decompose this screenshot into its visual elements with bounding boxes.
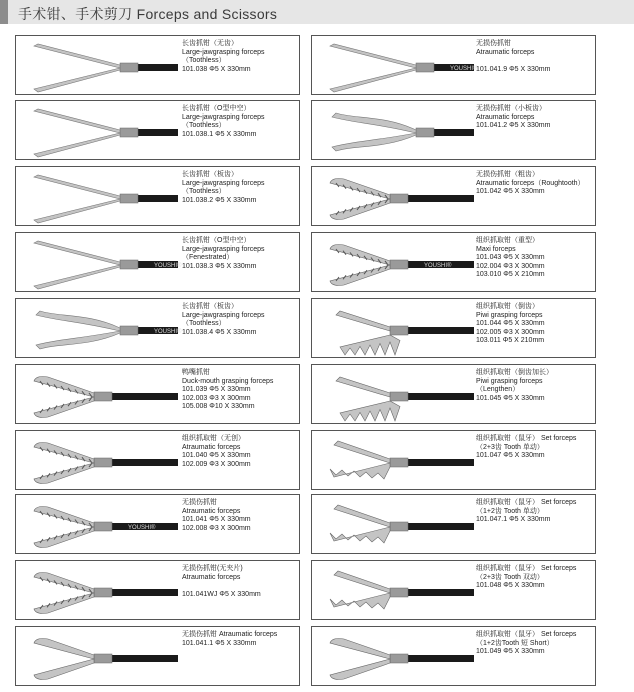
instrument-shaft bbox=[110, 655, 178, 662]
lower-jaw bbox=[340, 335, 400, 355]
product-card-right-8 bbox=[311, 494, 596, 554]
instrument-collar bbox=[390, 260, 408, 269]
product-text-line: （Lengthen） bbox=[476, 386, 520, 394]
brand-mark: YOUSHI® bbox=[128, 525, 156, 531]
product-description bbox=[476, 171, 585, 197]
forceps-illustration bbox=[314, 629, 474, 685]
product-text-line: Large-jawgrasping forceps bbox=[182, 179, 265, 187]
product-text-line: 101.038.2 Φ5 X 330mm bbox=[182, 196, 257, 204]
upper-jaw bbox=[34, 573, 94, 594]
product-text-line: Atraumatic forceps（Roughtooth） bbox=[476, 179, 585, 187]
product-text-line: 组织抓取钳（鼠牙） Set forceps bbox=[476, 499, 577, 506]
lower-jaw bbox=[330, 659, 390, 680]
product-text-line: （1+2齿 Tooth 单动） bbox=[476, 507, 544, 515]
product-text-line: （2+3齿 Tooth 单动） bbox=[476, 443, 544, 451]
product-text-line: 101.045 Φ5 X 330mm bbox=[476, 394, 545, 402]
product-text-line: 105.008 Φ10 X 330mm bbox=[182, 403, 255, 411]
product-text-line: 102.008 Φ3 X 300mm bbox=[182, 524, 251, 532]
forceps-illustration bbox=[314, 367, 474, 423]
product-card-right-5 bbox=[311, 298, 596, 358]
forceps-illustration bbox=[18, 629, 178, 685]
product-text-line: 组织抓取钳（倒齿） bbox=[476, 303, 539, 310]
upper-jaw bbox=[334, 441, 390, 463]
product-card-right-2 bbox=[311, 100, 596, 160]
product-text-line: Maxi forceps bbox=[476, 245, 516, 253]
lower-jaw bbox=[34, 265, 120, 289]
upper-jaw bbox=[34, 175, 120, 199]
forceps-illustration bbox=[314, 103, 474, 159]
product-text-line: Piwi grasping forceps bbox=[476, 311, 543, 319]
upper-jaw bbox=[330, 639, 390, 660]
product-card-right-4 bbox=[311, 232, 596, 292]
lower-jaw bbox=[332, 133, 416, 151]
product-card-left-9 bbox=[15, 560, 300, 620]
product-text-line: （Toothless） bbox=[182, 122, 226, 130]
instrument-collar bbox=[120, 63, 138, 72]
product-text-line: （Toothless） bbox=[182, 188, 226, 196]
instrument-shaft bbox=[406, 195, 474, 202]
product-description bbox=[182, 171, 265, 205]
instrument-shaft bbox=[136, 129, 178, 136]
product-description bbox=[182, 369, 273, 412]
product-text-line: 101.041.2 Φ5 X 330mm bbox=[476, 122, 551, 130]
product-text-line: 长齿抓钳（O型中空） bbox=[182, 105, 251, 112]
upper-jaw bbox=[34, 377, 94, 398]
product-text-line: 组织抓取钳（无创） bbox=[182, 435, 245, 442]
product-card-right-6 bbox=[311, 364, 596, 424]
upper-jaw bbox=[34, 109, 120, 133]
upper-jaw bbox=[336, 377, 390, 397]
instrument-shaft bbox=[110, 459, 178, 466]
product-text-line: 组织抓取钳（鼠牙） Set forceps bbox=[476, 435, 577, 442]
upper-jaw bbox=[34, 44, 120, 68]
product-text-line: 组织抓取钳（鼠牙） Set forceps bbox=[476, 631, 577, 638]
product-text-line: 102.003 Φ3 X 300mm bbox=[182, 394, 251, 402]
product-text-line: 长齿抓钳（无齿） bbox=[182, 40, 238, 47]
lower-jaw bbox=[330, 463, 390, 479]
lower-jaw bbox=[330, 199, 390, 220]
instrument-collar bbox=[94, 458, 112, 467]
product-text-line bbox=[476, 57, 550, 66]
product-description bbox=[476, 435, 576, 461]
product-card-left-5 bbox=[15, 298, 300, 358]
product-text-line: 101.049 Φ5 X 330mm bbox=[476, 648, 545, 656]
product-text-line: 101.041 Φ5 X 330mm bbox=[182, 516, 251, 524]
instrument-collar bbox=[390, 654, 408, 663]
instrument-shaft bbox=[406, 393, 474, 400]
product-text-line: 102.009 Φ3 X 300mm bbox=[182, 460, 251, 468]
product-text-line: Atraumatic forceps bbox=[182, 573, 241, 581]
product-card-left-7 bbox=[15, 430, 300, 490]
product-text-line: 101.041.9 Φ5 X 330mm bbox=[476, 65, 551, 73]
header-accent-bar bbox=[0, 0, 8, 24]
instrument-shaft bbox=[406, 589, 474, 596]
upper-jaw bbox=[34, 241, 120, 265]
brand-mark: YOUSHI® bbox=[450, 66, 478, 72]
product-description bbox=[476, 499, 576, 525]
lower-jaw bbox=[34, 463, 94, 484]
product-text-line: 101.039 Φ5 X 330mm bbox=[182, 386, 251, 394]
instrument-shaft bbox=[136, 195, 178, 202]
instrument-shaft bbox=[406, 459, 474, 466]
product-text-line: 101.042 Φ5 X 330mm bbox=[476, 188, 545, 196]
product-card-left-1 bbox=[15, 35, 300, 95]
instrument-collar bbox=[120, 128, 138, 137]
product-text-line: Atraumatic forceps bbox=[476, 48, 535, 56]
product-description bbox=[476, 105, 550, 131]
upper-jaw bbox=[332, 113, 416, 133]
instrument-shaft bbox=[136, 64, 178, 71]
product-description bbox=[182, 303, 265, 337]
catalog-header bbox=[0, 0, 634, 24]
product-description bbox=[182, 435, 251, 469]
instrument-collar bbox=[390, 522, 408, 531]
product-text-line: Atraumatic forceps bbox=[182, 443, 241, 451]
product-text-line: Atraumatic forceps bbox=[182, 507, 241, 515]
page-title: 手术钳、手术剪刀 Forceps and Scissors bbox=[18, 6, 278, 22]
product-description bbox=[182, 105, 265, 139]
instrument-shaft bbox=[406, 523, 474, 530]
product-description bbox=[476, 303, 545, 346]
product-description bbox=[476, 631, 576, 657]
product-card-left-4 bbox=[15, 232, 300, 292]
product-text-line: 101.043 Φ5 X 330mm bbox=[476, 254, 545, 262]
product-description bbox=[182, 565, 261, 599]
brand-mark: YOUSHI® bbox=[424, 263, 452, 269]
product-description bbox=[476, 565, 576, 591]
instrument-collar bbox=[94, 392, 112, 401]
product-text-line: （Toothless） bbox=[182, 57, 226, 65]
forceps-illustration bbox=[314, 235, 474, 291]
lower-jaw bbox=[34, 397, 94, 418]
product-text-line: 101.044 Φ5 X 330mm bbox=[476, 320, 545, 328]
product-text-line: 101.048 Φ5 X 330mm bbox=[476, 582, 545, 590]
product-text-line: 无损伤抓钳（粗齿） bbox=[476, 171, 539, 178]
forceps-illustration bbox=[314, 301, 474, 357]
product-text-line: Atraumatic forceps bbox=[476, 113, 535, 121]
product-text-line: 101.047 Φ5 X 330mm bbox=[476, 452, 545, 460]
upper-jaw bbox=[330, 44, 416, 68]
product-text-line: 组织抓取钳（鼠牙） Set forceps bbox=[476, 565, 577, 572]
product-card-right-1 bbox=[311, 35, 596, 95]
product-text-line: 无损伤抓钳 bbox=[182, 499, 217, 506]
product-text-line: 组织抓取钳（重型） bbox=[476, 237, 539, 244]
product-card-left-6 bbox=[15, 364, 300, 424]
product-text-line: Duck-mouth grasping forceps bbox=[182, 377, 274, 385]
forceps-illustration bbox=[18, 38, 178, 94]
instrument-collar bbox=[390, 392, 408, 401]
forceps-illustration bbox=[18, 235, 182, 291]
instrument-shaft bbox=[406, 327, 474, 334]
forceps-illustration bbox=[18, 169, 178, 225]
lower-jaw bbox=[330, 527, 390, 543]
product-description bbox=[476, 369, 553, 403]
instrument-collar bbox=[120, 194, 138, 203]
product-description bbox=[476, 40, 550, 74]
product-text-line: 无损伤抓钳(无夹片) bbox=[182, 565, 243, 572]
product-description bbox=[476, 237, 545, 280]
forceps-illustration bbox=[18, 367, 178, 423]
instrument-collar bbox=[390, 194, 408, 203]
instrument-collar bbox=[416, 128, 434, 137]
instrument-collar bbox=[390, 588, 408, 597]
product-text-line: （2+3齿 Tooth 双动） bbox=[476, 573, 544, 581]
product-text-line: 鸭嘴抓钳 bbox=[182, 369, 210, 376]
upper-jaw bbox=[34, 443, 94, 464]
upper-jaw bbox=[34, 507, 94, 528]
product-text-line: 103.010 Φ5 X 210mm bbox=[476, 271, 545, 279]
upper-jaw bbox=[36, 311, 120, 331]
lower-jaw bbox=[34, 527, 94, 548]
product-text-line: 102.004 Φ3 X 300mm bbox=[476, 262, 545, 270]
instrument-collar bbox=[94, 588, 112, 597]
product-text-line: 103.011 Φ5 X 210mm bbox=[476, 337, 545, 345]
product-text-line: 101.047.1 Φ5 X 330mm bbox=[476, 516, 551, 524]
product-text-line: 无损伤抓钳 bbox=[476, 40, 511, 47]
product-text-line: 无损伤抓钳 Atraumatic forceps bbox=[182, 631, 278, 638]
product-card-right-10 bbox=[311, 626, 596, 686]
product-text-line bbox=[182, 582, 261, 591]
forceps-illustration bbox=[314, 563, 474, 619]
product-text-line: 102.005 Φ3 X 300mm bbox=[476, 328, 545, 336]
forceps-illustration bbox=[314, 169, 474, 225]
product-text-line: Large-jawgrasping forceps bbox=[182, 245, 265, 253]
product-text-line: 101.038.4 Φ5 X 330mm bbox=[182, 328, 257, 336]
upper-jaw bbox=[336, 311, 390, 331]
product-text-line: 无损伤抓钳（小板齿） bbox=[476, 105, 546, 112]
product-card-right-3 bbox=[311, 166, 596, 226]
product-text-line: Large-jawgrasping forceps bbox=[182, 113, 265, 121]
upper-jaw bbox=[34, 639, 94, 660]
instrument-shaft bbox=[110, 393, 178, 400]
product-card-left-3 bbox=[15, 166, 300, 226]
upper-jaw bbox=[330, 245, 390, 266]
forceps-illustration bbox=[18, 301, 182, 357]
product-card-left-8 bbox=[15, 494, 300, 554]
instrument-collar bbox=[120, 326, 138, 335]
forceps-illustration bbox=[314, 38, 478, 94]
instrument-collar bbox=[390, 326, 408, 335]
lower-jaw bbox=[34, 659, 94, 680]
brand-mark: YOUSHI® bbox=[154, 329, 182, 335]
product-text-line: 长齿抓钳（O型中空） bbox=[182, 237, 251, 244]
product-text-line: （Toothless） bbox=[182, 320, 226, 328]
product-text-line: Piwi grasping forceps bbox=[476, 377, 543, 385]
product-text-line: 组织抓取钳（倒齿加长） bbox=[476, 369, 553, 376]
forceps-illustration bbox=[18, 563, 178, 619]
lower-jaw bbox=[330, 593, 390, 609]
lower-jaw bbox=[34, 133, 120, 157]
instrument-shaft bbox=[432, 129, 474, 136]
lower-jaw bbox=[34, 593, 94, 614]
forceps-illustration bbox=[314, 497, 474, 553]
product-text-line: 101.038.3 Φ5 X 330mm bbox=[182, 262, 257, 270]
forceps-illustration bbox=[18, 497, 178, 553]
product-text-line: Large-jawgrasping forceps bbox=[182, 48, 265, 56]
lower-jaw bbox=[330, 68, 416, 92]
product-text-line: 101.038.1 Φ5 X 330mm bbox=[182, 130, 257, 138]
product-text-line: Large-jawgrasping forceps bbox=[182, 311, 265, 319]
instrument-collar bbox=[94, 654, 112, 663]
product-card-left-10 bbox=[15, 626, 300, 686]
instrument-collar bbox=[120, 260, 138, 269]
instrument-collar bbox=[94, 522, 112, 531]
product-text-line: 101.038 Φ5 X 330mm bbox=[182, 65, 251, 73]
forceps-illustration bbox=[314, 433, 474, 489]
product-description bbox=[182, 237, 265, 271]
brand-mark: YOUSHI® bbox=[154, 263, 182, 269]
forceps-illustration bbox=[18, 433, 178, 489]
product-description bbox=[182, 631, 277, 648]
forceps-illustration bbox=[18, 103, 178, 159]
product-text-line: （Fenestrated） bbox=[182, 254, 234, 262]
product-text-line: 长齿抓钳（板齿） bbox=[182, 171, 238, 178]
lower-jaw bbox=[34, 199, 120, 223]
instrument-collar bbox=[416, 63, 434, 72]
upper-jaw bbox=[334, 505, 390, 527]
upper-jaw bbox=[330, 179, 390, 200]
instrument-collar bbox=[390, 458, 408, 467]
product-description bbox=[182, 40, 265, 74]
instrument-shaft bbox=[406, 655, 474, 662]
upper-jaw bbox=[334, 571, 390, 593]
lower-jaw bbox=[330, 265, 390, 286]
product-description bbox=[182, 499, 251, 533]
product-text-line: 101.040 Φ5 X 330mm bbox=[182, 452, 251, 460]
product-text-line: 101.041WJ Φ5 X 330mm bbox=[182, 590, 261, 598]
product-text-line: （1+2齿Tooth 短 Short） bbox=[476, 639, 554, 647]
product-text-line: 长齿抓钳（板齿） bbox=[182, 303, 238, 310]
product-text-line: 101.041.1 Φ5 X 330mm bbox=[182, 639, 257, 647]
lower-jaw bbox=[36, 331, 120, 349]
instrument-shaft bbox=[110, 589, 178, 596]
lower-jaw bbox=[340, 401, 400, 421]
lower-jaw bbox=[34, 68, 120, 92]
product-card-left-2 bbox=[15, 100, 300, 160]
product-card-right-7 bbox=[311, 430, 596, 490]
product-card-right-9 bbox=[311, 560, 596, 620]
